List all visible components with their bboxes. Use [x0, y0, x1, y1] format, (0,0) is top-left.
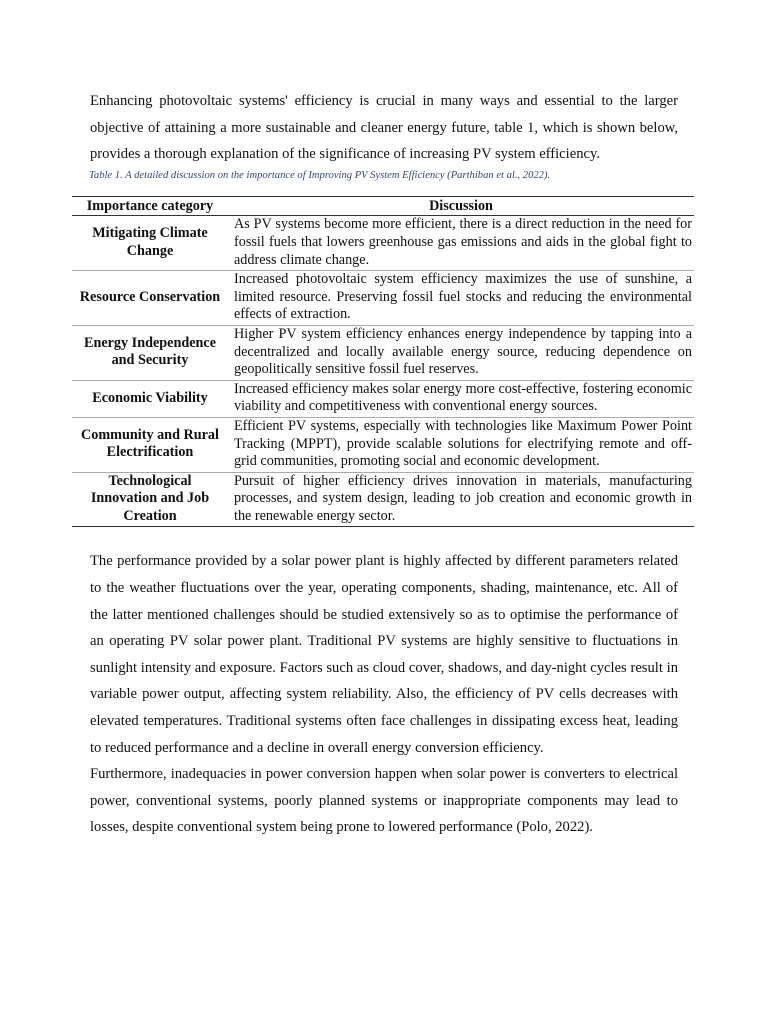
table-row	[72, 325, 694, 380]
row-discussion: Pursuit of higher efficiency drives innovation in materials, manufacturing processes, and system design, leading to job creation and economic growth in the renewable energy sector.	[228, 472, 694, 527]
row-category: Energy Independence and Security	[72, 325, 228, 380]
row-category: Resource Conservation	[72, 271, 228, 326]
row-category: Mitigating Climate Change	[72, 216, 228, 271]
table-row	[72, 417, 694, 472]
table-row	[72, 271, 694, 326]
table-row	[72, 216, 694, 271]
row-category: Economic Viability	[72, 380, 228, 417]
intro-paragraph: Enhancing photovoltaic systems' efficiency is crucial in many ways and essential to the larger objective of attaining a more sustainable and cleaner energy future, table 1, which is shown below, provides a thorough explanation of the significance of increasing PV system efficiency.	[90, 93, 678, 163]
header-discussion: Discussion	[228, 196, 694, 216]
row-discussion: Increased efficiency makes solar energy more cost-effective, fostering economic viability and competitiveness with conventional energy sources.	[228, 380, 694, 417]
table-header-row	[72, 196, 694, 216]
row-discussion: Increased photovoltaic system efficiency maximizes the use of sunshine, a limited resource. Preserving fossil fuel stocks and reducing the environmental effects of extraction.	[228, 271, 694, 326]
row-discussion: As PV systems become more efficient, there is a direct reduction in the need for fossil fuels that lowers greenhouse gas emissions and aids in the global fight to address climate change.	[228, 216, 694, 271]
importance-table	[72, 196, 694, 528]
header-importance-category: Importance category	[72, 196, 228, 216]
table-caption: Table 1. A detailed discussion on the importance of Improving PV System Efficiency (Parthiban et al., 2022).	[89, 169, 551, 181]
table-row	[72, 380, 694, 417]
row-discussion: Higher PV system efficiency enhances energy independence by tapping into a decentralized and locally available energy source, reducing dependence on geopolitically sensitive fossil fuel reserves.	[228, 325, 694, 380]
body-paragraph-1: The performance provided by a solar power plant is highly affected by different parameters related to the weather fluctuations over the year, operating components, shading, maintenance, etc. All of the latter mentioned challenges should be studied extensively so as to optimise the performance of an operating PV solar power plant. Traditional PV systems are highly sensitive to fluctuations in sunlight intensity and exposure. Factors such as cloud cover, shadows, and day-night cycles result in variable power output, affecting system reliability. Also, the efficiency of PV cells decreases with elevated temperatures. Traditional systems often face challenges in dissipating excess heat, leading to reduced performance and a decline in overall energy conversion efficiency.	[90, 553, 678, 756]
row-discussion: Efficient PV systems, especially with technologies like Maximum Power Point Tracking (MPPT), provide scalable solutions for electrifying remote and off-grid communities, promoting social and economic development.	[228, 417, 694, 472]
row-category: Technological Innovation and Job Creation	[72, 472, 228, 527]
body-paragraph-2: Furthermore, inadequacies in power conversion happen when solar power is converters to electrical power, conventional systems, poorly planned systems or inappropriate components may lead to losses, despite conventional system being prone to lowered performance (Polo, 2022).	[90, 766, 678, 836]
document-page	[79, 88, 692, 841]
table-row	[72, 472, 694, 527]
row-category: Community and Rural Electrification	[72, 417, 228, 472]
